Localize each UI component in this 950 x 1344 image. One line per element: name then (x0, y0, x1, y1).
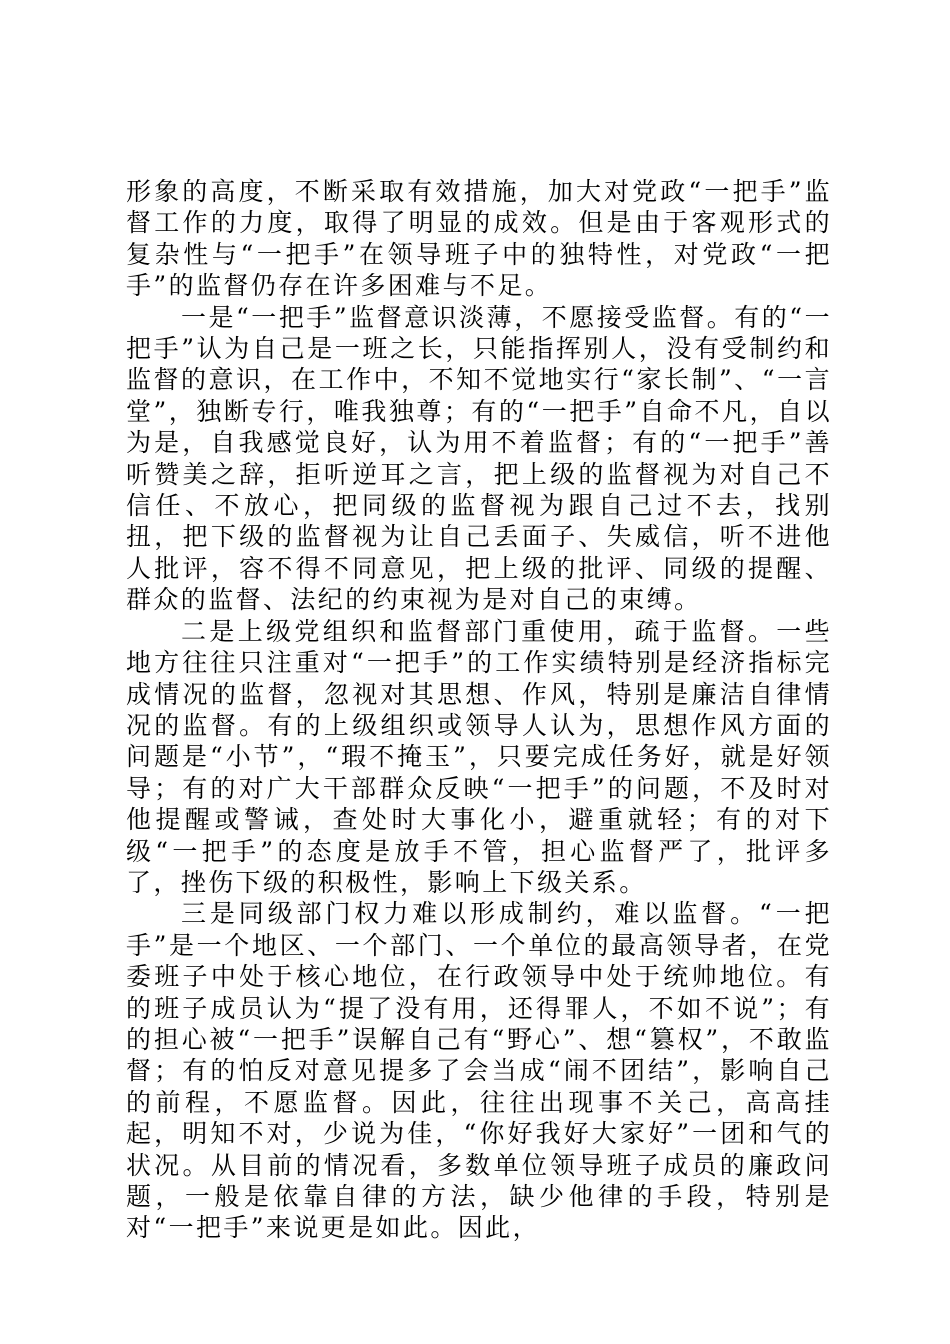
document-body (126, 176, 832, 1244)
paragraph-continuation: 形象的高度，不断采取有效措施，加大对党政“一把手”监督工作的力度，取得了明显的成效。但是由于客观形式的复杂性与“一把手”在领导班子中的独特性，对党政“一把手”的监督仍存在许多困难与不足。 (126, 177, 832, 301)
paragraph-point-two: 二是上级党组织和监督部门重使用，疏于监督。一些地方往往只注重对“一把手”的工作实绩特别是经济指标完成情况的监督，忽视对其思想、作风，特别是廉洁自律情况的监督。有的上级组织或领导人认为，思想作风方面的问题是“小节”，“瑕不掩玉”，只要完成任务好，就是好领导；有的对广大干部群众反映“一把手”的问题，不及时对他提醒或警诫，查处时大事化小，避重就轻；有的对下级“一把手”的态度是放手不管，担心监督严了，批评多了，挫伤下级的积极性，影响上下级关系。 (126, 616, 832, 897)
paragraph-point-one: 一是“一把手”监督意识淡薄，不愿接受监督。有的“一把手”认为自己是一班之长，只能指挥别人，没有受制约和监督的意识，在工作中，不知不觉地实行“家长制”、“一言堂”，独断专行，唯我独尊；有的“一把手”自命不凡，自以为是，自我感觉良好，认为用不着监督；有的“一把手”善听赞美之辞，拒听逆耳之言，把上级的监督视为对自己不信任、不放心，把同级的监督视为跟自己过不去，找别扭，把下级的监督视为让自己丢面子、失威信，听不进他人批评，容不得不同意见，把上级的批评、同级的提醒、群众的监督、法纪的约束视为是对自己的束缚。 (126, 302, 832, 615)
paragraph-point-three: 三是同级部门权力难以形成制约，难以监督。“一把手”是一个地区、一个部门、一个单位的最高领导者，在党委班子中处于核心地位，在行政领导中处于统帅地位。有的班子成员认为“提了没有用，还得罪人，不如不说”；有的担心被“一把手”误解自己有“野心”、想“篡权”，不敢监督；有的怕反对意见提多了会当成“闹不团结”，影响自己的前程，不愿监督。因此，往往出现事不关己，高高挂起，明知不对，少说为佳，“你好我好大家好”一团和气的状况。从目前的情况看，多数单位领导班子成员的廉政问题，一般是依靠自律的方法，缺少他律的手段，特别是对“一把手”来说更是如此。因此， (126, 899, 832, 1243)
